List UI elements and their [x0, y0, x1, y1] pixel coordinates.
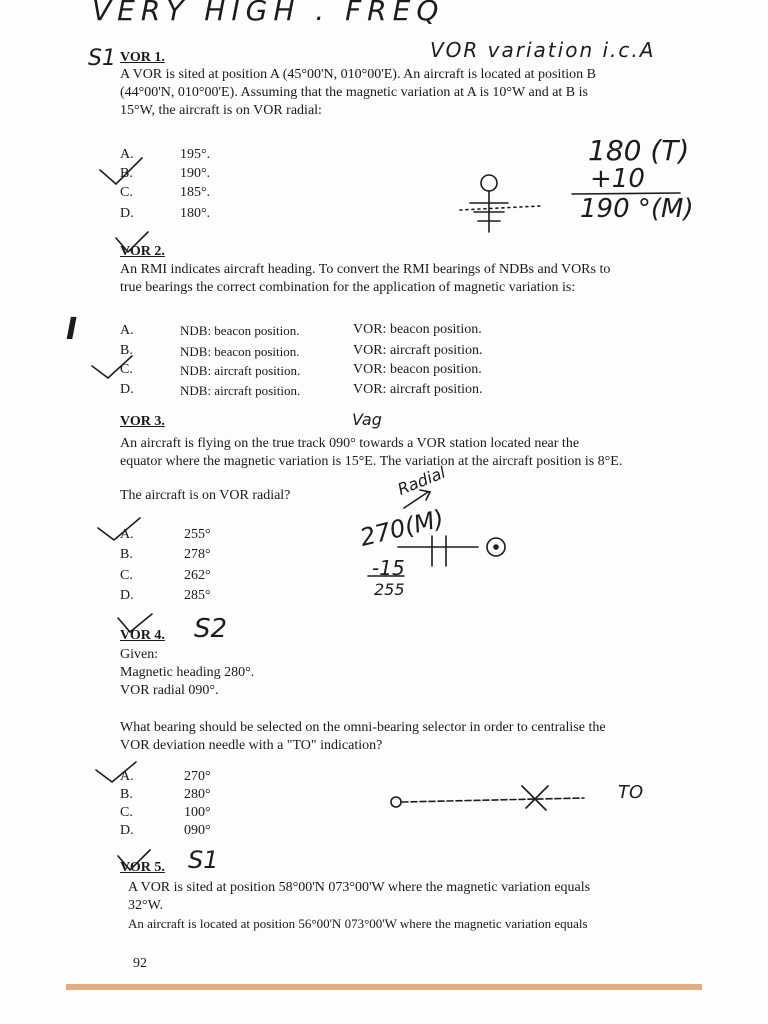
handwritten-s1-mark: S1 [88, 46, 116, 71]
option-letter: A. [120, 147, 134, 162]
radial-arrow-sketch [404, 490, 430, 508]
checkmark-icon [116, 232, 148, 252]
option-ndb: NDB: beacon position. [180, 344, 300, 359]
option-letter: B. [120, 166, 133, 181]
option-vor: VOR: aircraft position. [353, 382, 483, 397]
handwritten-s1-mark-q5: S1 [188, 846, 219, 874]
option-text: 255° [184, 527, 211, 542]
option-text: 195°. [180, 147, 211, 162]
question-1-stem-line: 15°W, the aircraft is on VOR radial: [120, 103, 322, 118]
option-ndb: NDB: aircraft position. [180, 363, 301, 378]
checkmark-icon [100, 158, 142, 184]
option-letter: B. [120, 787, 133, 802]
aircraft-cross-sketch [522, 786, 548, 810]
handwritten-calc2-line: -15 [372, 556, 405, 580]
page-number: 92 [133, 956, 147, 971]
option-ndb: NDB: aircraft position. [180, 383, 301, 398]
option-letter: D. [120, 588, 134, 603]
option-letter: C. [120, 568, 133, 583]
option-letter: A. [120, 527, 134, 542]
handwritten-vag-note: Vag [352, 410, 382, 429]
question-3-stem-line: An aircraft is flying on the true track 090° towards a VOR station located near the [120, 436, 580, 451]
option-vor: VOR: beacon position. [353, 362, 482, 377]
checkmark-icon [118, 614, 152, 632]
option-letter: C. [120, 362, 133, 377]
question-4-stem-line: What bearing should be selected on the omni-bearing selector in order to centralise the [120, 720, 606, 735]
question-1-heading: VOR 1. [120, 50, 165, 65]
option-text: 278° [184, 547, 211, 562]
checkmark-icon [92, 356, 132, 378]
question-2-stem-line: An RMI indicates aircraft heading. To convert the RMI bearings of NDBs and VORs to [120, 262, 611, 277]
question-5-stem-line: An aircraft is located at position 56°00'N 073°00'W where the magnetic variation equals [128, 916, 588, 931]
radial-tick-sketch [432, 536, 446, 566]
handwritten-radial-note: Radial [394, 462, 449, 499]
question-4-stem-line: VOR deviation needle with a "TO" indication? [120, 738, 383, 753]
question-5-stem-line: 32°W. [128, 898, 164, 913]
option-ndb: NDB: beacon position. [180, 323, 300, 338]
question-3-question: The aircraft is on VOR radial? [120, 488, 291, 503]
handwritten-vor-variation-note: VOR variation i.c.A [430, 38, 656, 62]
option-text: 262° [184, 568, 211, 583]
option-letter: D. [120, 823, 134, 838]
handwritten-calc2-line: 270(M) [357, 504, 447, 552]
option-letter: D. [120, 206, 134, 221]
question-4-heading: VOR 4. [120, 628, 165, 643]
handwritten-calc-line: +10 [590, 164, 645, 194]
option-text: 185°. [180, 185, 211, 200]
option-letter: D. [120, 382, 134, 397]
question-4-given-line: VOR radial 090°. [120, 683, 219, 698]
handwritten-calc-line: 180 (T) [588, 134, 690, 167]
option-vor: VOR: aircraft position. [353, 343, 483, 358]
question-5-heading: VOR 5. [120, 860, 165, 875]
handwritten-header: VERY HIGH . FREQ [92, 0, 445, 27]
option-text: 100° [184, 805, 211, 820]
option-text: 090° [184, 823, 211, 838]
option-letter: C. [120, 805, 133, 820]
checkmark-icon [96, 762, 136, 782]
option-letter: C. [120, 185, 133, 200]
dotted-line-sketch [460, 206, 540, 210]
question-2-stem-line: true bearings the correct combination for the application of magnetic variation is: [120, 280, 576, 295]
handwritten-calc-line: 190 °(M) [580, 194, 694, 224]
question-4-given-line: Given: [120, 647, 159, 662]
question-3-heading: VOR 3. [120, 414, 165, 429]
handwritten-calc2-line: 255 [374, 580, 405, 599]
vor-station-sketch-line [470, 191, 508, 232]
option-letter: B. [120, 343, 133, 358]
checkmark-icon [98, 518, 140, 540]
checkmark-icon [118, 850, 150, 870]
question-5-stem-line: A VOR is sited at position 58°00'N 073°00'W where the magnetic variation equals [128, 880, 591, 895]
option-text: 280° [184, 787, 211, 802]
vor-station-sketch [391, 797, 401, 807]
option-letter: A. [120, 769, 134, 784]
question-1-stem-line: A VOR is sited at position A (45°00'N, 010°00'E). An aircraft is located at position B [120, 67, 596, 82]
vor-station-sketch [481, 175, 497, 191]
option-letter: A. [120, 323, 134, 338]
option-letter: B. [120, 547, 133, 562]
obs-line-sketch [402, 798, 584, 802]
option-text: 285° [184, 588, 211, 603]
handwritten-roman-one: I [66, 312, 78, 347]
option-text: 270° [184, 769, 211, 784]
question-4-given-line: Magnetic heading 280°. [120, 665, 255, 680]
question-3-stem-line: equator where the magnetic variation is 15°E. The variation at the aircraft position is 8°E. [120, 454, 623, 469]
option-text: 180°. [180, 206, 211, 221]
handwritten-s2-mark: S2 [194, 614, 228, 644]
handwritten-to-label: TO [618, 782, 644, 803]
calc-underline [572, 193, 680, 194]
question-1-stem-line: (44°00'N, 010°00'E). Assuming that the magnetic variation at A is 10°W and at B is [120, 85, 588, 100]
question-2-heading: VOR 2. [120, 244, 165, 259]
option-vor: VOR: beacon position. [353, 322, 482, 337]
option-text: 190°. [180, 166, 211, 181]
